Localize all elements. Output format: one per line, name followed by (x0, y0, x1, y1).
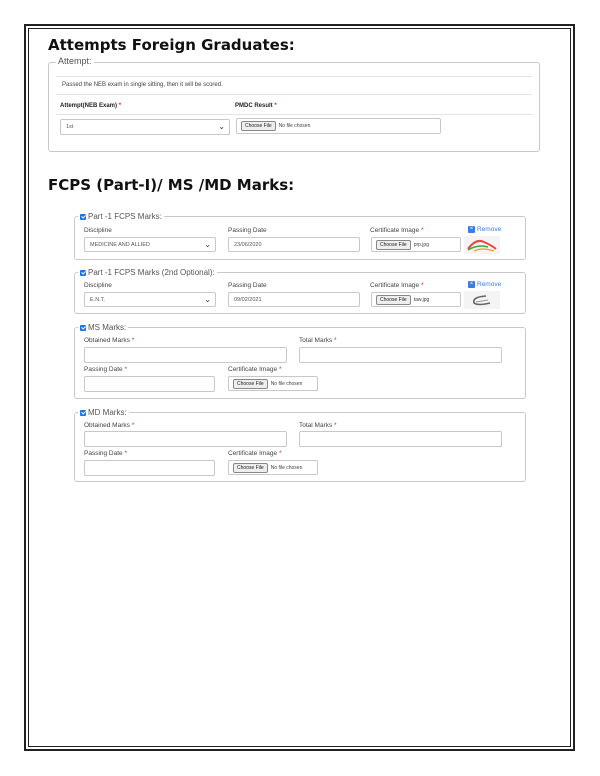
choose-file-button[interactable]: Choose File (376, 295, 411, 305)
discipline-select[interactable] (84, 292, 216, 307)
choose-file-button[interactable]: Choose File (233, 463, 268, 473)
total-marks-input[interactable] (299, 347, 502, 363)
checkbox-checked-icon[interactable] (80, 325, 86, 331)
certificate-image-label: Certificate Image * (370, 282, 424, 289)
file-name: taw.jpg (413, 296, 430, 303)
chevron-down-icon: ⌄ (204, 239, 211, 249)
discipline-label: Discipline (84, 227, 112, 234)
certificate-file-input[interactable] (228, 460, 318, 475)
file-name: prp.jpg (413, 241, 429, 248)
divider (56, 114, 532, 115)
certificate-image-label: Certificate Image * (228, 450, 282, 457)
certificate-file-input[interactable] (371, 237, 461, 252)
checkbox-checked-icon[interactable] (80, 214, 86, 220)
discipline-select[interactable] (84, 237, 216, 252)
obtained-marks-input[interactable] (84, 431, 287, 447)
obtained-marks-label: Obtained Marks * (84, 337, 135, 344)
pmdc-label: PMDC Result * (235, 103, 277, 109)
passing-date-input[interactable]: 09/02/2021 (228, 292, 360, 307)
attempt-note: Passed the NEB exam in single sitting, then it will be scored. (62, 82, 223, 88)
choose-file-button[interactable]: Choose File (376, 240, 411, 250)
total-marks-label: Total Marks * (299, 422, 337, 429)
obtained-marks-label: Obtained Marks * (84, 422, 135, 429)
attempts-title: Attempts Foreign Graduates: (48, 36, 295, 54)
fcps-title: FCPS (Part-I)/ MS /MD Marks: (48, 176, 295, 194)
ms-legend[interactable]: MS Marks: (78, 323, 128, 332)
chevron-down-icon: ⌄ (204, 294, 211, 304)
discipline-value: MEDICINE AND ALLIED (90, 241, 150, 248)
checkbox-checked-icon[interactable] (80, 270, 86, 276)
certificate-file-input[interactable] (371, 292, 461, 307)
divider (56, 76, 532, 77)
choose-file-button[interactable]: Choose File (233, 379, 268, 389)
choose-file-button[interactable]: Choose File (241, 121, 276, 131)
obtained-marks-input[interactable] (84, 347, 287, 363)
discipline-label: Discipline (84, 282, 112, 289)
certificate-thumbnail (464, 236, 500, 254)
attempt-legend: Attempt: (58, 56, 92, 66)
certificate-image-label: Certificate Image * (370, 227, 424, 234)
passing-date-label: Passing Date * (84, 450, 128, 457)
passing-date-input[interactable]: 23/06/2020 (228, 237, 360, 252)
discipline-value: E.N.T. (90, 296, 105, 303)
certificate-thumbnail (464, 291, 500, 309)
neb-label: Attempt(NEB Exam) * (60, 103, 122, 109)
passing-date-label: Passing Date (228, 282, 267, 289)
remove-button[interactable]: × Remove (469, 281, 502, 288)
remove-button[interactable]: × Remove (469, 226, 502, 233)
certificate-file-input[interactable] (228, 376, 318, 391)
checkbox-checked-icon[interactable] (80, 410, 86, 416)
divider (56, 94, 532, 95)
total-marks-label: Total Marks * (299, 337, 337, 344)
part1-legend[interactable]: Part -1 FCPS Marks: (78, 212, 164, 221)
close-icon: × (469, 281, 474, 287)
pmdc-file-input[interactable] (236, 118, 441, 134)
file-status: No file chosen (278, 123, 311, 129)
md-legend[interactable]: MD Marks: (78, 408, 129, 417)
file-status: No file chosen (270, 380, 303, 387)
total-marks-input[interactable] (299, 431, 502, 447)
file-status: No file chosen (270, 464, 303, 471)
passing-date-label: Passing Date (228, 227, 267, 234)
passing-date-input[interactable] (84, 376, 215, 392)
part1-optional-legend[interactable]: Part -1 FCPS Marks (2nd Optional): (78, 268, 217, 277)
certificate-image-label: Certificate Image * (228, 366, 282, 373)
passing-date-input[interactable] (84, 460, 215, 476)
neb-attempt-select[interactable] (60, 119, 230, 135)
neb-attempt-value: 1st (66, 124, 74, 130)
passing-date-label: Passing Date * (84, 366, 128, 373)
chevron-down-icon: ⌄ (218, 122, 225, 131)
close-icon: × (469, 226, 474, 232)
